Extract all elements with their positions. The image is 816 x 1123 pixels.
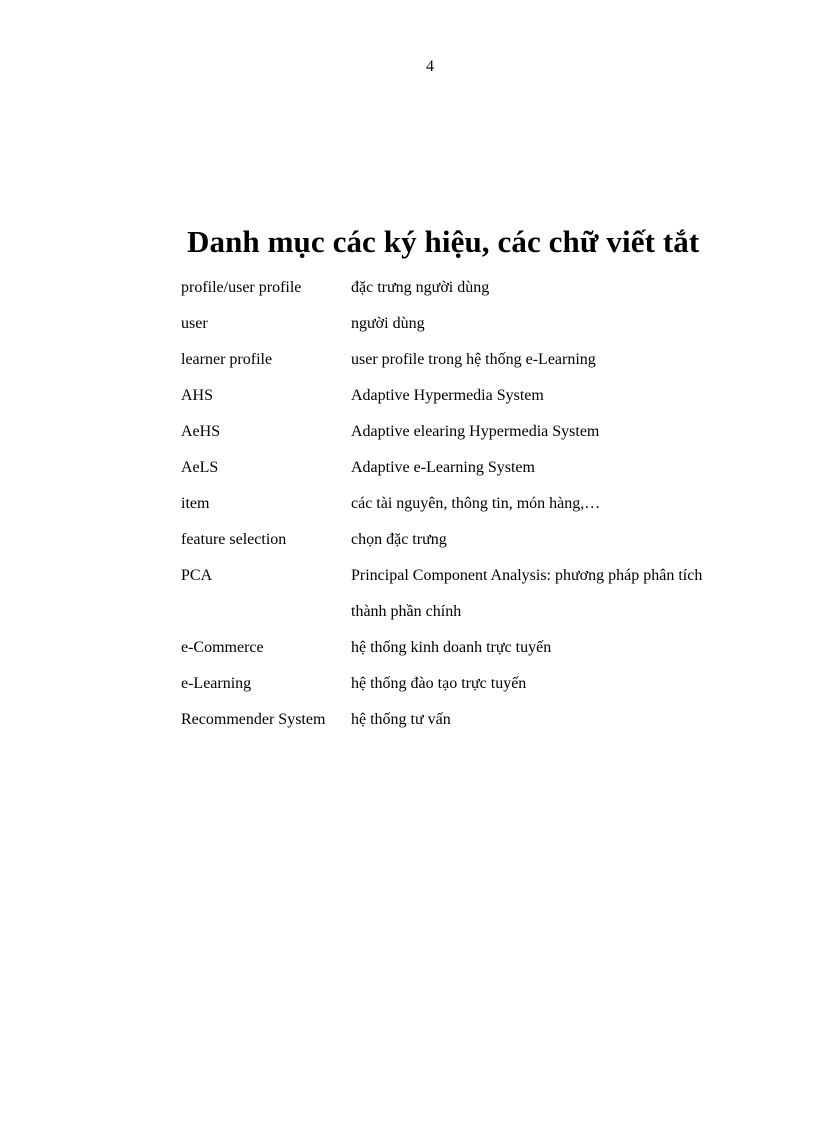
page-number: 4 (426, 58, 434, 75)
glossary-row (181, 666, 741, 702)
glossary-term: user (181, 315, 208, 332)
glossary-term: AeHS (181, 423, 221, 440)
glossary-row (181, 378, 741, 414)
glossary-term: PCA (181, 567, 213, 584)
glossary-definition: người dùng (351, 315, 425, 332)
glossary-term: AeLS (181, 459, 219, 476)
glossary-definition: Adaptive Hypermedia System (351, 387, 544, 404)
glossary-definition: Principal Component Analysis: phương pháp phân tích thành phần chính (351, 567, 703, 620)
glossary-row (181, 486, 741, 522)
glossary-definition: các tài nguyên, thông tin, món hàng,… (351, 495, 601, 512)
glossary-row (181, 558, 741, 630)
glossary-definition: đặc trưng người dùng (351, 279, 490, 296)
glossary-list (181, 270, 741, 738)
glossary-term: e-Learning (181, 675, 252, 692)
glossary-definition: hệ thống đào tạo trực tuyến (351, 675, 527, 692)
glossary-term: feature selection (181, 531, 287, 548)
glossary-row (181, 450, 741, 486)
glossary-term: learner profile (181, 351, 273, 368)
glossary-term: e-Commerce (181, 639, 264, 656)
glossary-row (181, 306, 741, 342)
glossary-row (181, 342, 741, 378)
glossary-definition: hệ thống tư vấn (351, 711, 451, 728)
glossary-term: Recommender System (181, 711, 326, 728)
page-title: Danh mục các ký hiệu, các chữ viết tắt (187, 224, 700, 259)
glossary-term: item (181, 495, 210, 512)
glossary-definition: hệ thống kinh doanh trực tuyến (351, 639, 552, 656)
glossary-row (181, 270, 741, 306)
glossary-term: AHS (181, 387, 214, 404)
glossary-row (181, 522, 741, 558)
glossary-row (181, 702, 741, 738)
glossary-term: profile/user profile (181, 279, 302, 296)
glossary-definition: chọn đặc trưng (351, 531, 447, 548)
glossary-definition: Adaptive elearing Hypermedia System (351, 423, 600, 440)
glossary-row (181, 630, 741, 666)
glossary-row (181, 414, 741, 450)
glossary-definition: user profile trong hệ thống e-Learning (351, 351, 596, 368)
glossary-definition: Adaptive e-Learning System (351, 459, 535, 476)
